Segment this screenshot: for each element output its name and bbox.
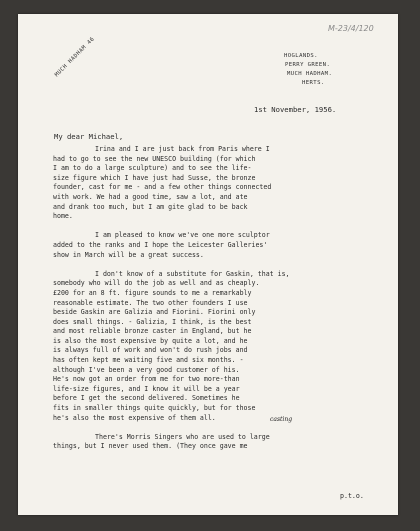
- text-line: with work. We had a good time, saw a lot, and ate: [53, 192, 248, 201]
- letterhead-address: [284, 52, 332, 88]
- text-line: has often kept me waiting five and six months. -: [53, 356, 244, 365]
- text-line: home.: [53, 212, 73, 221]
- address-line: HERTS.: [302, 80, 325, 86]
- text-line: before I get the second delivered. Sometimes he: [53, 394, 240, 403]
- text-line: I am to do a large sculpture) and to see the life-: [53, 164, 252, 173]
- address-line: PERRY GREEN.: [285, 62, 331, 68]
- letter-paragraph: [53, 145, 373, 222]
- text-line: I don't know of a substitute for Gaskin, that is,: [95, 269, 290, 278]
- letterhead-phone: MUCH HADHAM 46: [54, 36, 96, 79]
- text-line: and drank too much, but I am gite glad to be back: [53, 202, 248, 211]
- letter-paragraph: [53, 433, 373, 452]
- pto-note: p.t.o.: [340, 492, 364, 500]
- address-line: HOGLANDS.: [284, 53, 318, 59]
- letter-page: [18, 14, 398, 515]
- salutation: My dear Michael,: [54, 132, 124, 141]
- text-line: There's Morris Singers who are used to large: [95, 432, 270, 441]
- text-line: £200 for an 8 ft. figure sounds to me a remarkably: [53, 288, 252, 297]
- text-line: is always full of work and won't do rush jobs and: [53, 346, 248, 355]
- text-line: somebody who will do the job as well and as cheaply.: [53, 279, 260, 288]
- letter-paragraph: [53, 270, 373, 424]
- text-line: size figure which I have just had Susse, the bronze: [53, 173, 256, 182]
- archive-reference: M-23/4/120: [328, 24, 374, 33]
- address-line: MUCH HADHAM.: [287, 71, 333, 77]
- letter-date: 1st November, 1956.: [254, 105, 337, 114]
- text-line: had to go to see the new UNESCO building (for which: [53, 154, 256, 163]
- text-line: does small things. - Galizia, I think, is the best: [53, 317, 252, 326]
- text-line: beside Gaskin are Galizia and Fiorini. Fiorini only: [53, 308, 256, 317]
- handwritten-insert: casting: [270, 416, 293, 423]
- text-line: is also the most expensive by quite a lot, and he: [53, 336, 248, 345]
- text-line: although I've been a very good customer of his.: [53, 365, 240, 374]
- letter-body: [53, 145, 373, 462]
- text-line: I am pleased to know we've one more sculptor: [95, 231, 270, 240]
- text-line: He's now got an order from me for two more-than: [53, 375, 240, 384]
- text-line: things, but I never used them. (They once gave me: [53, 442, 248, 451]
- text-line: Irina and I are just back from Paris where I: [95, 145, 270, 153]
- text-line: life-size figures, and I know it will be a year: [53, 384, 240, 393]
- letter-paragraph: [53, 231, 373, 260]
- text-line: reasonable estimate. The two other founders I use: [53, 298, 248, 307]
- text-line: show in March will be a great success.: [53, 250, 204, 259]
- text-line: he's also the most expensive of them all.: [53, 413, 216, 422]
- text-line: fits in smaller things quite quickly, but for those: [53, 404, 256, 413]
- text-line: and most reliable bronze caster in England, but he: [53, 327, 252, 336]
- text-line: added to the ranks and I hope the Leicester Galleries': [53, 240, 268, 249]
- text-line: founder, cast for me - and a few other things connected: [53, 183, 272, 192]
